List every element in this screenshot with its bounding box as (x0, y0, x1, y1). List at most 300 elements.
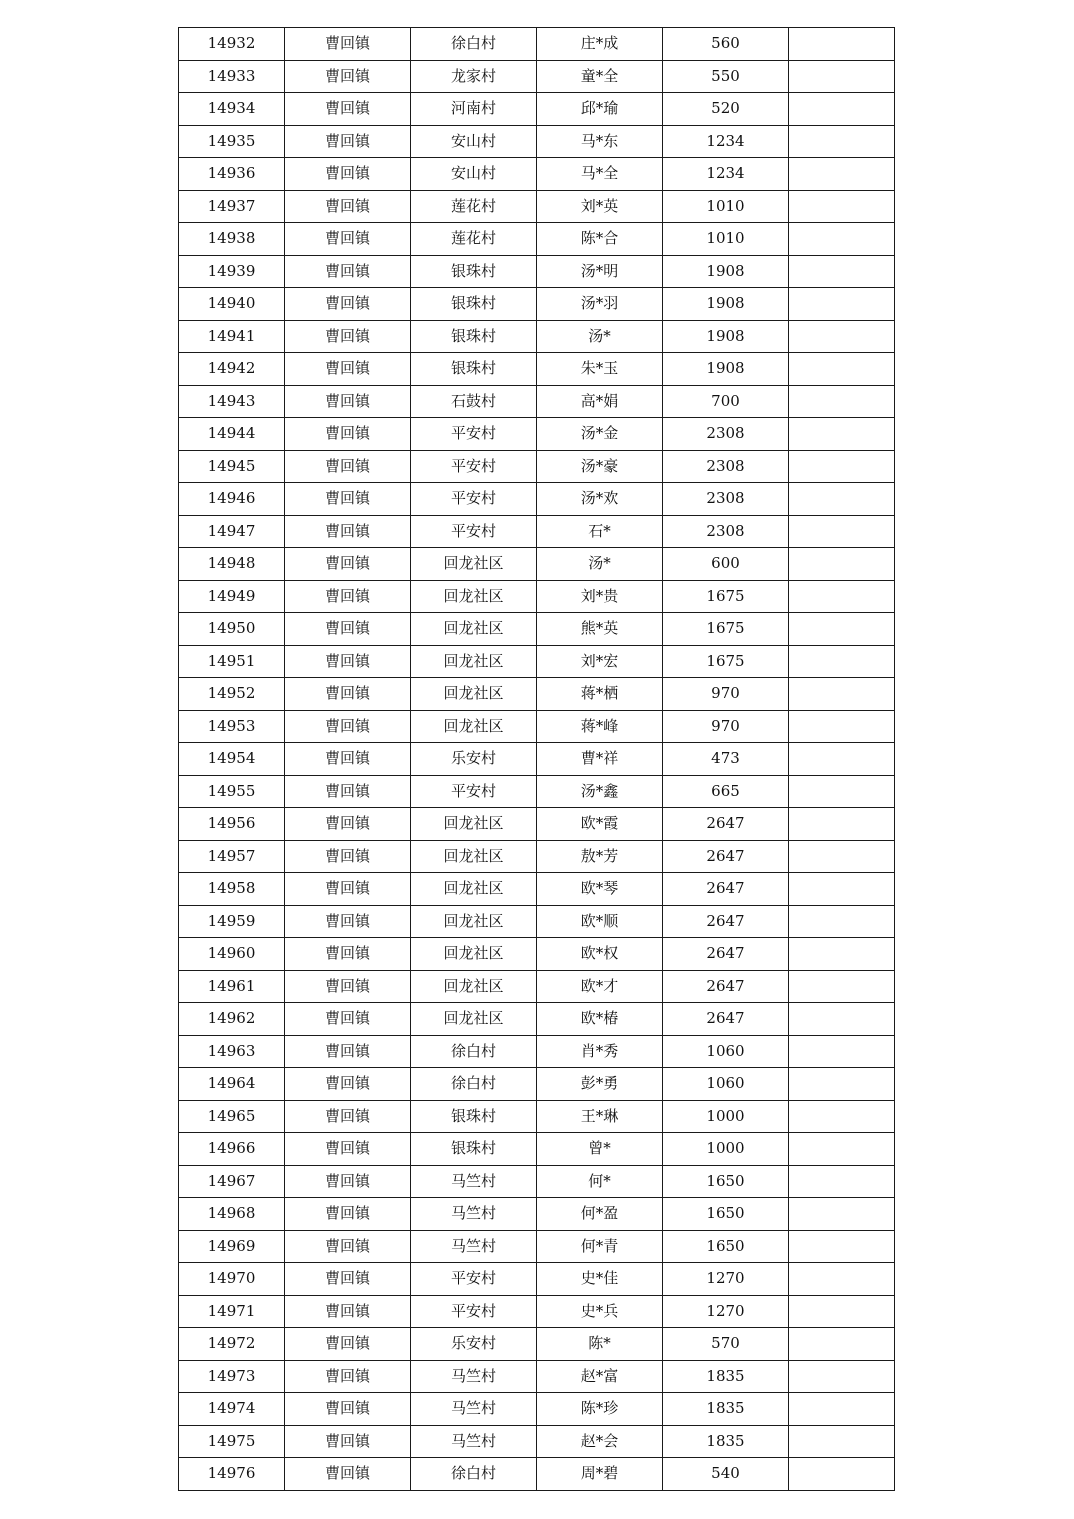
amount-cell: 560 (663, 28, 789, 61)
name-cell: 邱*瑜 (537, 93, 663, 126)
name-cell: 石* (537, 515, 663, 548)
village-cell: 回龙社区 (411, 548, 537, 581)
name-cell: 周*碧 (537, 1458, 663, 1491)
village-cell: 平安村 (411, 775, 537, 808)
table-row (179, 710, 895, 743)
table-row (179, 1360, 895, 1393)
town-cell: 曹回镇 (285, 548, 411, 581)
note-cell (789, 1068, 895, 1101)
name-cell: 汤* (537, 548, 663, 581)
id-cell: 14932 (179, 28, 285, 61)
id-cell: 14952 (179, 678, 285, 711)
note-cell (789, 548, 895, 581)
amount-cell: 1060 (663, 1035, 789, 1068)
name-cell: 汤*豪 (537, 450, 663, 483)
table-row (179, 1458, 895, 1491)
note-cell (789, 125, 895, 158)
id-cell: 14950 (179, 613, 285, 646)
town-cell: 曹回镇 (285, 1035, 411, 1068)
town-cell: 曹回镇 (285, 60, 411, 93)
name-cell: 王*琳 (537, 1100, 663, 1133)
table-row (179, 970, 895, 1003)
name-cell: 刘*英 (537, 190, 663, 223)
village-cell: 安山村 (411, 158, 537, 191)
name-cell: 赵*会 (537, 1425, 663, 1458)
name-cell: 熊*英 (537, 613, 663, 646)
note-cell (789, 938, 895, 971)
town-cell: 曹回镇 (285, 1003, 411, 1036)
id-cell: 14961 (179, 970, 285, 1003)
village-cell: 龙家村 (411, 60, 537, 93)
id-cell: 14973 (179, 1360, 285, 1393)
name-cell: 欧*琴 (537, 873, 663, 906)
table-row (179, 1295, 895, 1328)
amount-cell: 1000 (663, 1100, 789, 1133)
village-cell: 徐白村 (411, 1068, 537, 1101)
amount-cell: 600 (663, 548, 789, 581)
town-cell: 曹回镇 (285, 223, 411, 256)
town-cell: 曹回镇 (285, 28, 411, 61)
village-cell: 莲花村 (411, 223, 537, 256)
id-cell: 14951 (179, 645, 285, 678)
amount-cell: 1675 (663, 645, 789, 678)
amount-cell: 1270 (663, 1263, 789, 1296)
village-cell: 安山村 (411, 125, 537, 158)
name-cell: 蒋*栖 (537, 678, 663, 711)
note-cell (789, 1458, 895, 1491)
note-cell (789, 223, 895, 256)
town-cell: 曹回镇 (285, 385, 411, 418)
id-cell: 14964 (179, 1068, 285, 1101)
amount-cell: 1675 (663, 613, 789, 646)
table-row (179, 353, 895, 386)
village-cell: 回龙社区 (411, 678, 537, 711)
name-cell: 刘*贵 (537, 580, 663, 613)
town-cell: 曹回镇 (285, 1068, 411, 1101)
amount-cell: 2647 (663, 1003, 789, 1036)
name-cell: 汤*羽 (537, 288, 663, 321)
id-cell: 14937 (179, 190, 285, 223)
amount-cell: 2647 (663, 938, 789, 971)
town-cell: 曹回镇 (285, 450, 411, 483)
id-cell: 14957 (179, 840, 285, 873)
name-cell: 庄*成 (537, 28, 663, 61)
town-cell: 曹回镇 (285, 873, 411, 906)
amount-cell: 2647 (663, 970, 789, 1003)
amount-cell: 2308 (663, 450, 789, 483)
amount-cell: 665 (663, 775, 789, 808)
town-cell: 曹回镇 (285, 1328, 411, 1361)
village-cell: 回龙社区 (411, 808, 537, 841)
town-cell: 曹回镇 (285, 1393, 411, 1426)
town-cell: 曹回镇 (285, 1100, 411, 1133)
note-cell (789, 580, 895, 613)
amount-cell: 1000 (663, 1133, 789, 1166)
note-cell (789, 418, 895, 451)
name-cell: 陈* (537, 1328, 663, 1361)
id-cell: 14956 (179, 808, 285, 841)
table-row (179, 1230, 895, 1263)
town-cell: 曹回镇 (285, 320, 411, 353)
village-cell: 徐白村 (411, 1035, 537, 1068)
id-cell: 14939 (179, 255, 285, 288)
id-cell: 14944 (179, 418, 285, 451)
table-body (179, 28, 895, 1491)
name-cell: 何* (537, 1165, 663, 1198)
name-cell: 汤*明 (537, 255, 663, 288)
id-cell: 14975 (179, 1425, 285, 1458)
note-cell (789, 1165, 895, 1198)
table-row (179, 93, 895, 126)
note-cell (789, 645, 895, 678)
town-cell: 曹回镇 (285, 743, 411, 776)
note-cell (789, 710, 895, 743)
name-cell: 欧*霞 (537, 808, 663, 841)
note-cell (789, 873, 895, 906)
town-cell: 曹回镇 (285, 970, 411, 1003)
town-cell: 曹回镇 (285, 288, 411, 321)
name-cell: 欧*才 (537, 970, 663, 1003)
village-cell: 马竺村 (411, 1198, 537, 1231)
id-cell: 14935 (179, 125, 285, 158)
note-cell (789, 1198, 895, 1231)
table-row (179, 678, 895, 711)
village-cell: 徐白村 (411, 1458, 537, 1491)
town-cell: 曹回镇 (285, 1165, 411, 1198)
note-cell (789, 743, 895, 776)
table-row (179, 548, 895, 581)
town-cell: 曹回镇 (285, 840, 411, 873)
village-cell: 石鼓村 (411, 385, 537, 418)
village-cell: 回龙社区 (411, 613, 537, 646)
table-row (179, 125, 895, 158)
town-cell: 曹回镇 (285, 775, 411, 808)
name-cell: 高*娟 (537, 385, 663, 418)
note-cell (789, 840, 895, 873)
table-row (179, 1133, 895, 1166)
amount-cell: 1270 (663, 1295, 789, 1328)
note-cell (789, 970, 895, 1003)
id-cell: 14968 (179, 1198, 285, 1231)
table-row (179, 1003, 895, 1036)
town-cell: 曹回镇 (285, 418, 411, 451)
village-cell: 马竺村 (411, 1425, 537, 1458)
id-cell: 14965 (179, 1100, 285, 1133)
town-cell: 曹回镇 (285, 158, 411, 191)
note-cell (789, 93, 895, 126)
name-cell: 马*全 (537, 158, 663, 191)
village-cell: 回龙社区 (411, 840, 537, 873)
town-cell: 曹回镇 (285, 1295, 411, 1328)
id-cell: 14960 (179, 938, 285, 971)
table-row (179, 1165, 895, 1198)
note-cell (789, 1133, 895, 1166)
town-cell: 曹回镇 (285, 125, 411, 158)
amount-cell: 970 (663, 678, 789, 711)
name-cell: 童*全 (537, 60, 663, 93)
amount-cell: 1835 (663, 1425, 789, 1458)
table-row (179, 1068, 895, 1101)
id-cell: 14969 (179, 1230, 285, 1263)
id-cell: 14938 (179, 223, 285, 256)
note-cell (789, 775, 895, 808)
note-cell (789, 450, 895, 483)
amount-cell: 1835 (663, 1393, 789, 1426)
village-cell: 回龙社区 (411, 873, 537, 906)
town-cell: 曹回镇 (285, 1263, 411, 1296)
table-row (179, 320, 895, 353)
amount-cell: 2308 (663, 515, 789, 548)
name-cell: 曹*祥 (537, 743, 663, 776)
village-cell: 回龙社区 (411, 580, 537, 613)
table-row (179, 60, 895, 93)
village-cell: 平安村 (411, 418, 537, 451)
table-row (179, 255, 895, 288)
amount-cell: 1908 (663, 353, 789, 386)
village-cell: 河南村 (411, 93, 537, 126)
table-row (179, 418, 895, 451)
note-cell (789, 255, 895, 288)
amount-cell: 1010 (663, 223, 789, 256)
town-cell: 曹回镇 (285, 580, 411, 613)
table-row (179, 1035, 895, 1068)
village-cell: 马竺村 (411, 1165, 537, 1198)
town-cell: 曹回镇 (285, 1458, 411, 1491)
village-cell: 马竺村 (411, 1360, 537, 1393)
name-cell: 陈*合 (537, 223, 663, 256)
table-row (179, 905, 895, 938)
table-row (179, 1328, 895, 1361)
table-row (179, 385, 895, 418)
town-cell: 曹回镇 (285, 710, 411, 743)
village-cell: 回龙社区 (411, 645, 537, 678)
table-row (179, 775, 895, 808)
amount-cell: 1908 (663, 320, 789, 353)
town-cell: 曹回镇 (285, 678, 411, 711)
town-cell: 曹回镇 (285, 190, 411, 223)
town-cell: 曹回镇 (285, 353, 411, 386)
village-cell: 马竺村 (411, 1230, 537, 1263)
village-cell: 银珠村 (411, 353, 537, 386)
id-cell: 14972 (179, 1328, 285, 1361)
data-table (178, 27, 895, 1491)
note-cell (789, 1425, 895, 1458)
amount-cell: 1675 (663, 580, 789, 613)
town-cell: 曹回镇 (285, 515, 411, 548)
town-cell: 曹回镇 (285, 938, 411, 971)
amount-cell: 1234 (663, 158, 789, 191)
village-cell: 回龙社区 (411, 710, 537, 743)
amount-cell: 540 (663, 1458, 789, 1491)
village-cell: 回龙社区 (411, 1003, 537, 1036)
note-cell (789, 1035, 895, 1068)
name-cell: 欧*权 (537, 938, 663, 971)
amount-cell: 970 (663, 710, 789, 743)
table-row (179, 1393, 895, 1426)
village-cell: 乐安村 (411, 743, 537, 776)
name-cell: 汤*金 (537, 418, 663, 451)
name-cell: 汤*鑫 (537, 775, 663, 808)
table-row (179, 613, 895, 646)
town-cell: 曹回镇 (285, 255, 411, 288)
name-cell: 彭*勇 (537, 1068, 663, 1101)
town-cell: 曹回镇 (285, 905, 411, 938)
amount-cell: 1908 (663, 255, 789, 288)
table-row (179, 840, 895, 873)
amount-cell: 700 (663, 385, 789, 418)
amount-cell: 2647 (663, 840, 789, 873)
note-cell (789, 1328, 895, 1361)
table-row (179, 1263, 895, 1296)
town-cell: 曹回镇 (285, 93, 411, 126)
note-cell (789, 1360, 895, 1393)
id-cell: 14946 (179, 483, 285, 516)
note-cell (789, 1295, 895, 1328)
table-row (179, 580, 895, 613)
id-cell: 14967 (179, 1165, 285, 1198)
village-cell: 莲花村 (411, 190, 537, 223)
id-cell: 14962 (179, 1003, 285, 1036)
note-cell (789, 1393, 895, 1426)
village-cell: 回龙社区 (411, 970, 537, 1003)
id-cell: 14949 (179, 580, 285, 613)
name-cell: 史*兵 (537, 1295, 663, 1328)
town-cell: 曹回镇 (285, 483, 411, 516)
town-cell: 曹回镇 (285, 645, 411, 678)
village-cell: 银珠村 (411, 255, 537, 288)
note-cell (789, 1230, 895, 1263)
amount-cell: 1650 (663, 1230, 789, 1263)
amount-cell: 2308 (663, 483, 789, 516)
village-cell: 平安村 (411, 515, 537, 548)
amount-cell: 1060 (663, 1068, 789, 1101)
note-cell (789, 905, 895, 938)
table-row (179, 873, 895, 906)
id-cell: 14948 (179, 548, 285, 581)
table-row (179, 450, 895, 483)
table-row (179, 158, 895, 191)
town-cell: 曹回镇 (285, 1425, 411, 1458)
amount-cell: 1650 (663, 1198, 789, 1231)
table-row (179, 483, 895, 516)
table-row (179, 645, 895, 678)
amount-cell: 473 (663, 743, 789, 776)
amount-cell: 520 (663, 93, 789, 126)
amount-cell: 1010 (663, 190, 789, 223)
note-cell (789, 1263, 895, 1296)
name-cell: 欧*顺 (537, 905, 663, 938)
id-cell: 14943 (179, 385, 285, 418)
table-row (179, 223, 895, 256)
id-cell: 14953 (179, 710, 285, 743)
note-cell (789, 353, 895, 386)
table-row (179, 1425, 895, 1458)
id-cell: 14958 (179, 873, 285, 906)
village-cell: 银珠村 (411, 320, 537, 353)
name-cell: 何*青 (537, 1230, 663, 1263)
amount-cell: 570 (663, 1328, 789, 1361)
table-row (179, 938, 895, 971)
id-cell: 14971 (179, 1295, 285, 1328)
town-cell: 曹回镇 (285, 1198, 411, 1231)
town-cell: 曹回镇 (285, 1360, 411, 1393)
id-cell: 14942 (179, 353, 285, 386)
village-cell: 银珠村 (411, 288, 537, 321)
id-cell: 14954 (179, 743, 285, 776)
id-cell: 14963 (179, 1035, 285, 1068)
note-cell (789, 385, 895, 418)
amount-cell: 1835 (663, 1360, 789, 1393)
town-cell: 曹回镇 (285, 1133, 411, 1166)
name-cell: 欧*椿 (537, 1003, 663, 1036)
village-cell: 回龙社区 (411, 905, 537, 938)
name-cell: 何*盈 (537, 1198, 663, 1231)
village-cell: 回龙社区 (411, 938, 537, 971)
table-row (179, 515, 895, 548)
name-cell: 汤* (537, 320, 663, 353)
name-cell: 肖*秀 (537, 1035, 663, 1068)
name-cell: 陈*珍 (537, 1393, 663, 1426)
name-cell: 刘*宏 (537, 645, 663, 678)
note-cell (789, 288, 895, 321)
table-row (179, 28, 895, 61)
id-cell: 14955 (179, 775, 285, 808)
id-cell: 14959 (179, 905, 285, 938)
amount-cell: 1650 (663, 1165, 789, 1198)
name-cell: 史*佳 (537, 1263, 663, 1296)
amount-cell: 2647 (663, 905, 789, 938)
note-cell (789, 28, 895, 61)
note-cell (789, 320, 895, 353)
note-cell (789, 190, 895, 223)
amount-cell: 2647 (663, 873, 789, 906)
name-cell: 蒋*峰 (537, 710, 663, 743)
id-cell: 14970 (179, 1263, 285, 1296)
village-cell: 银珠村 (411, 1133, 537, 1166)
id-cell: 14966 (179, 1133, 285, 1166)
town-cell: 曹回镇 (285, 613, 411, 646)
town-cell: 曹回镇 (285, 808, 411, 841)
note-cell (789, 158, 895, 191)
town-cell: 曹回镇 (285, 1230, 411, 1263)
name-cell: 朱*玉 (537, 353, 663, 386)
name-cell: 马*东 (537, 125, 663, 158)
name-cell: 汤*欢 (537, 483, 663, 516)
id-cell: 14934 (179, 93, 285, 126)
table-row (179, 1198, 895, 1231)
name-cell: 赵*富 (537, 1360, 663, 1393)
table-row (179, 743, 895, 776)
village-cell: 平安村 (411, 1263, 537, 1296)
note-cell (789, 483, 895, 516)
id-cell: 14945 (179, 450, 285, 483)
name-cell: 曾* (537, 1133, 663, 1166)
note-cell (789, 1003, 895, 1036)
village-cell: 平安村 (411, 483, 537, 516)
id-cell: 14947 (179, 515, 285, 548)
table-row (179, 190, 895, 223)
village-cell: 乐安村 (411, 1328, 537, 1361)
note-cell (789, 1100, 895, 1133)
village-cell: 银珠村 (411, 1100, 537, 1133)
id-cell: 14940 (179, 288, 285, 321)
amount-cell: 2308 (663, 418, 789, 451)
name-cell: 敖*芳 (537, 840, 663, 873)
id-cell: 14936 (179, 158, 285, 191)
village-cell: 徐白村 (411, 28, 537, 61)
note-cell (789, 808, 895, 841)
id-cell: 14933 (179, 60, 285, 93)
